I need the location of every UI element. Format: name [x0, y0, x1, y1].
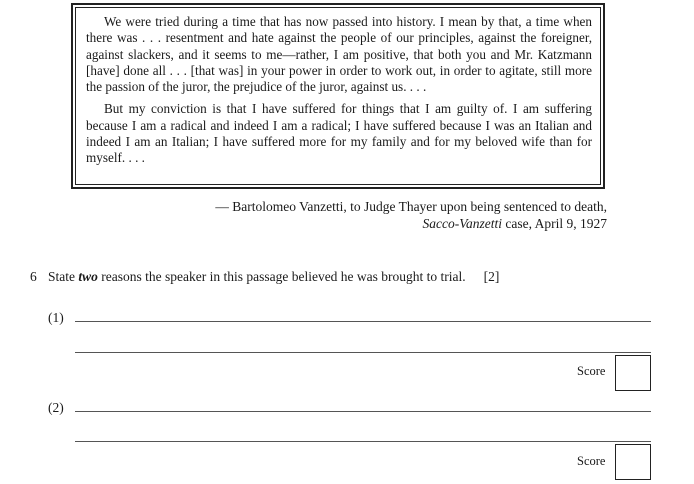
question-number: 6 [30, 269, 37, 284]
case-date: case, April 9, 1927 [502, 216, 607, 231]
answer-2-line-2[interactable] [75, 441, 651, 442]
quote-paragraph-1: We were tried during a time that has now passed into history. I mean by that, a time when there was . . . resentment and hate against the people of our principles, against the foreigner, against slackers, and it seems to me—rather, I am positive, that both you and Mr. Katzmann [have] done all . . . [that was] in your power in order to work out, in order to agitate, still more the passion of the juror, the prejudice of the juror, against us. . . . [86, 14, 592, 95]
answer-1-line-1[interactable] [75, 321, 651, 322]
attribution [215, 198, 607, 232]
question-text-after: reasons the speaker in this passage believed he was brought to trial. [97, 269, 466, 284]
question-emphasis: two [78, 269, 98, 284]
attribution-line-1: — Bartolomeo Vanzetti, to Judge Thayer upon being sentenced to death, [215, 199, 607, 214]
case-name: Sacco-Vanzetti [422, 216, 503, 231]
question-6 [30, 269, 630, 285]
answer-1-score-box[interactable] [615, 355, 651, 391]
answer-2-label: (2) [48, 400, 64, 415]
question-text-before: State [48, 269, 79, 284]
answer-2-score-box[interactable] [615, 444, 651, 480]
answer-2-line-1[interactable] [75, 411, 651, 412]
answer-1-line-2[interactable] [75, 352, 651, 353]
answer-1-score-label: Score [577, 364, 606, 378]
answer-1-label: (1) [48, 310, 64, 325]
quote-paragraph-2: But my conviction is that I have suffered for things that I am guilty of. I am suffering because I am a radical and indeed I am a radical; I have suffered because I was an Italian and indeed I am an Italian; I have suffered more for my family and for my beloved wife than for myself. . . . [86, 101, 592, 166]
attribution-line-2 [215, 215, 607, 232]
answer-2-score-label: Score [577, 454, 606, 468]
quote-box [71, 3, 605, 189]
quote-text [75, 7, 601, 185]
question-points: [2] [483, 269, 500, 284]
